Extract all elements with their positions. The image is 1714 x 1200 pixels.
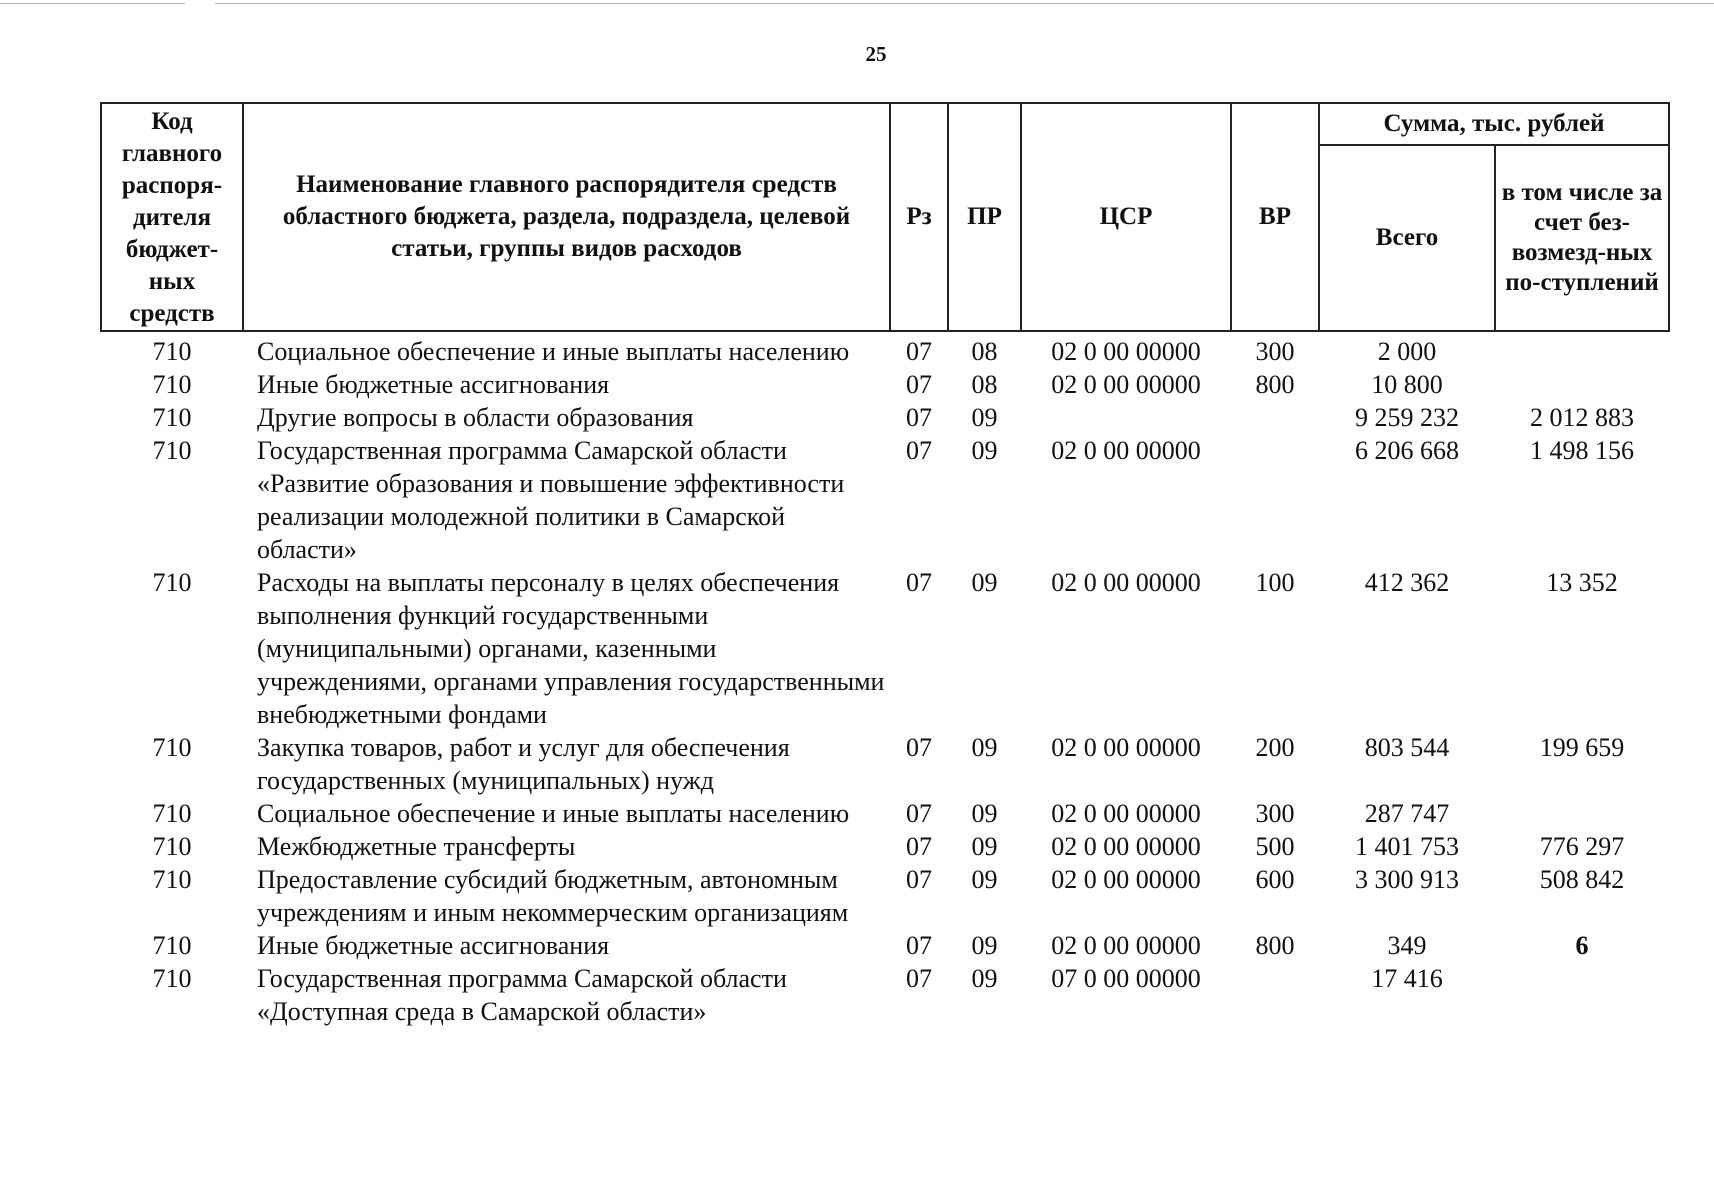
cell-csr: 02 0 00 00000 — [1051, 436, 1201, 465]
cell-free: 1 498 156 — [1530, 436, 1634, 465]
cell-free: 508 842 — [1539, 865, 1625, 894]
cell-total: 412 362 — [1364, 568, 1450, 597]
cell-free: 2 012 883 — [1530, 403, 1634, 432]
cell-vr: 800 — [1255, 931, 1295, 960]
header-total: Всего — [1319, 145, 1495, 331]
cell-rz: 07 — [906, 568, 932, 597]
cell-pr: 08 — [971, 337, 998, 366]
cell-code: 710 — [152, 436, 192, 465]
cell-pr: 09 — [971, 799, 998, 828]
cell-rz: 07 — [906, 337, 932, 366]
cell-total: 2 000 — [1377, 337, 1437, 366]
cell-name: Иные бюджетные ассигнования — [257, 931, 610, 960]
cell-total: 3 300 913 — [1355, 865, 1459, 894]
cell-free: 6 — [1575, 931, 1589, 960]
cell-total: 1 401 753 — [1355, 832, 1459, 861]
cell-csr — [1021, 401, 1231, 434]
cell-csr: 02 0 00 00000 — [1051, 931, 1201, 960]
header-name: Наименование главного распорядителя средств областного бюджета, раздела, подраздела, целевой статьи, группы видов расходов — [243, 103, 890, 331]
cell-free: 199 659 — [1539, 733, 1625, 762]
cell-name: Иные бюджетные ассигнования — [257, 370, 610, 399]
cell-total: 349 — [1387, 931, 1427, 960]
cell-name: Предоставление субсидий бюджетным, автономным учреждениям и иным некоммерческим организациям — [257, 865, 849, 927]
cell-total: 803 544 — [1364, 733, 1450, 762]
cell-csr: 02 0 00 00000 — [1051, 370, 1201, 399]
cell-rz: 07 — [906, 931, 932, 960]
cell-rz: 07 — [906, 799, 932, 828]
cell-free: 776 297 — [1539, 832, 1625, 861]
table-row — [101, 962, 1669, 1028]
cell-rz: 07 — [906, 964, 932, 993]
cell-name: Социальное обеспечение и иные выплаты населению — [257, 337, 850, 366]
cell-csr: 07 0 00 00000 — [1051, 964, 1201, 993]
cell-vr — [1231, 434, 1319, 566]
cell-pr: 09 — [971, 865, 998, 894]
cell-name: Закупка товаров, работ и услуг для обеспечения государственных (муниципальных) нужд — [257, 733, 790, 795]
cell-vr: 500 — [1255, 832, 1295, 861]
cell-rz: 07 — [906, 403, 932, 432]
cell-total: 17 416 — [1371, 964, 1443, 993]
cell-name: Расходы на выплаты персоналу в целях обеспечения выполнения функций государственными (муниципальными) органами, казенными учреждениями, органами управления государственными внебюджетными фондами — [257, 568, 885, 729]
table-row — [101, 830, 1669, 863]
cell-total: 287 747 — [1364, 799, 1450, 828]
cell-code: 710 — [152, 337, 192, 366]
table-row — [101, 401, 1669, 434]
cell-rz: 07 — [906, 733, 932, 762]
cell-total: 9 259 232 — [1355, 403, 1459, 432]
cell-csr: 02 0 00 00000 — [1051, 733, 1201, 762]
cell-pr: 09 — [971, 436, 998, 465]
cell-code: 710 — [152, 931, 192, 960]
cell-code: 710 — [152, 370, 192, 399]
cell-csr: 02 0 00 00000 — [1051, 568, 1201, 597]
table-row — [101, 566, 1669, 731]
cell-total: 6 206 668 — [1355, 436, 1459, 465]
header-vr: ВР — [1231, 103, 1319, 331]
table-row — [101, 797, 1669, 830]
cell-csr: 02 0 00 00000 — [1051, 799, 1201, 828]
cell-csr: 02 0 00 00000 — [1051, 337, 1201, 366]
header-csr: ЦСР — [1021, 103, 1231, 331]
top-rule-left — [0, 3, 185, 4]
cell-code: 710 — [152, 964, 192, 993]
cell-rz: 07 — [906, 832, 932, 861]
cell-name: Межбюджетные трансферты — [257, 832, 576, 861]
cell-vr: 100 — [1255, 568, 1295, 597]
cell-rz: 07 — [906, 436, 932, 465]
header-rz: Рз — [890, 103, 948, 331]
cell-rz: 07 — [906, 865, 932, 894]
table-row — [101, 434, 1669, 566]
top-rule-right — [215, 3, 1714, 4]
cell-pr: 09 — [971, 832, 998, 861]
cell-vr: 300 — [1255, 799, 1295, 828]
cell-code: 710 — [152, 865, 192, 894]
cell-name: Другие вопросы в области образования — [257, 403, 694, 432]
cell-code: 710 — [152, 733, 192, 762]
cell-vr: 300 — [1255, 337, 1295, 366]
table-row — [101, 929, 1669, 962]
table-row — [101, 731, 1669, 797]
cell-vr — [1231, 962, 1319, 1028]
cell-free — [1495, 962, 1669, 1028]
cell-csr: 02 0 00 00000 — [1051, 865, 1201, 894]
cell-code: 710 — [152, 832, 192, 861]
table-row — [101, 331, 1669, 368]
cell-name: Социальное обеспечение и иные выплаты населению — [257, 799, 850, 828]
header-pr: ПР — [948, 103, 1021, 331]
table-row — [101, 863, 1669, 929]
cell-pr: 09 — [971, 568, 998, 597]
cell-rz: 07 — [906, 370, 932, 399]
cell-pr: 09 — [971, 964, 998, 993]
cell-csr: 02 0 00 00000 — [1051, 832, 1201, 861]
table-body — [101, 331, 1669, 1028]
cell-pr: 09 — [971, 931, 998, 960]
header-sum: Сумма, тыс. рублей — [1319, 103, 1669, 145]
cell-pr: 09 — [971, 733, 998, 762]
table-header — [101, 103, 1669, 331]
cell-vr — [1231, 401, 1319, 434]
cell-code: 710 — [152, 799, 192, 828]
cell-pr: 09 — [971, 403, 998, 432]
cell-free — [1495, 797, 1669, 830]
cell-code: 710 — [152, 403, 192, 432]
cell-vr: 600 — [1255, 865, 1295, 894]
cell-name: Государственная программа Самарской области «Доступная среда в Самарской области» — [257, 964, 787, 1026]
header-code: Код главного распоря-дителя бюджет-ных средств — [101, 103, 243, 331]
cell-vr: 800 — [1255, 370, 1295, 399]
cell-free — [1495, 368, 1669, 401]
cell-pr: 08 — [971, 370, 998, 399]
table-row — [101, 368, 1669, 401]
cell-vr: 200 — [1255, 733, 1295, 762]
cell-free — [1495, 331, 1669, 368]
cell-free: 13 352 — [1546, 568, 1618, 597]
header-free: в том числе за счет без-возмезд-ных по-ступлений — [1495, 145, 1669, 331]
cell-total: 10 800 — [1371, 370, 1443, 399]
page-number: 25 — [865, 42, 887, 66]
budget-table — [100, 102, 1670, 1028]
cell-name: Государственная программа Самарской области «Развитие образования и повышение эффективности реализации молодежной политики в Самарской области» — [257, 436, 845, 564]
cell-code: 710 — [152, 568, 192, 597]
